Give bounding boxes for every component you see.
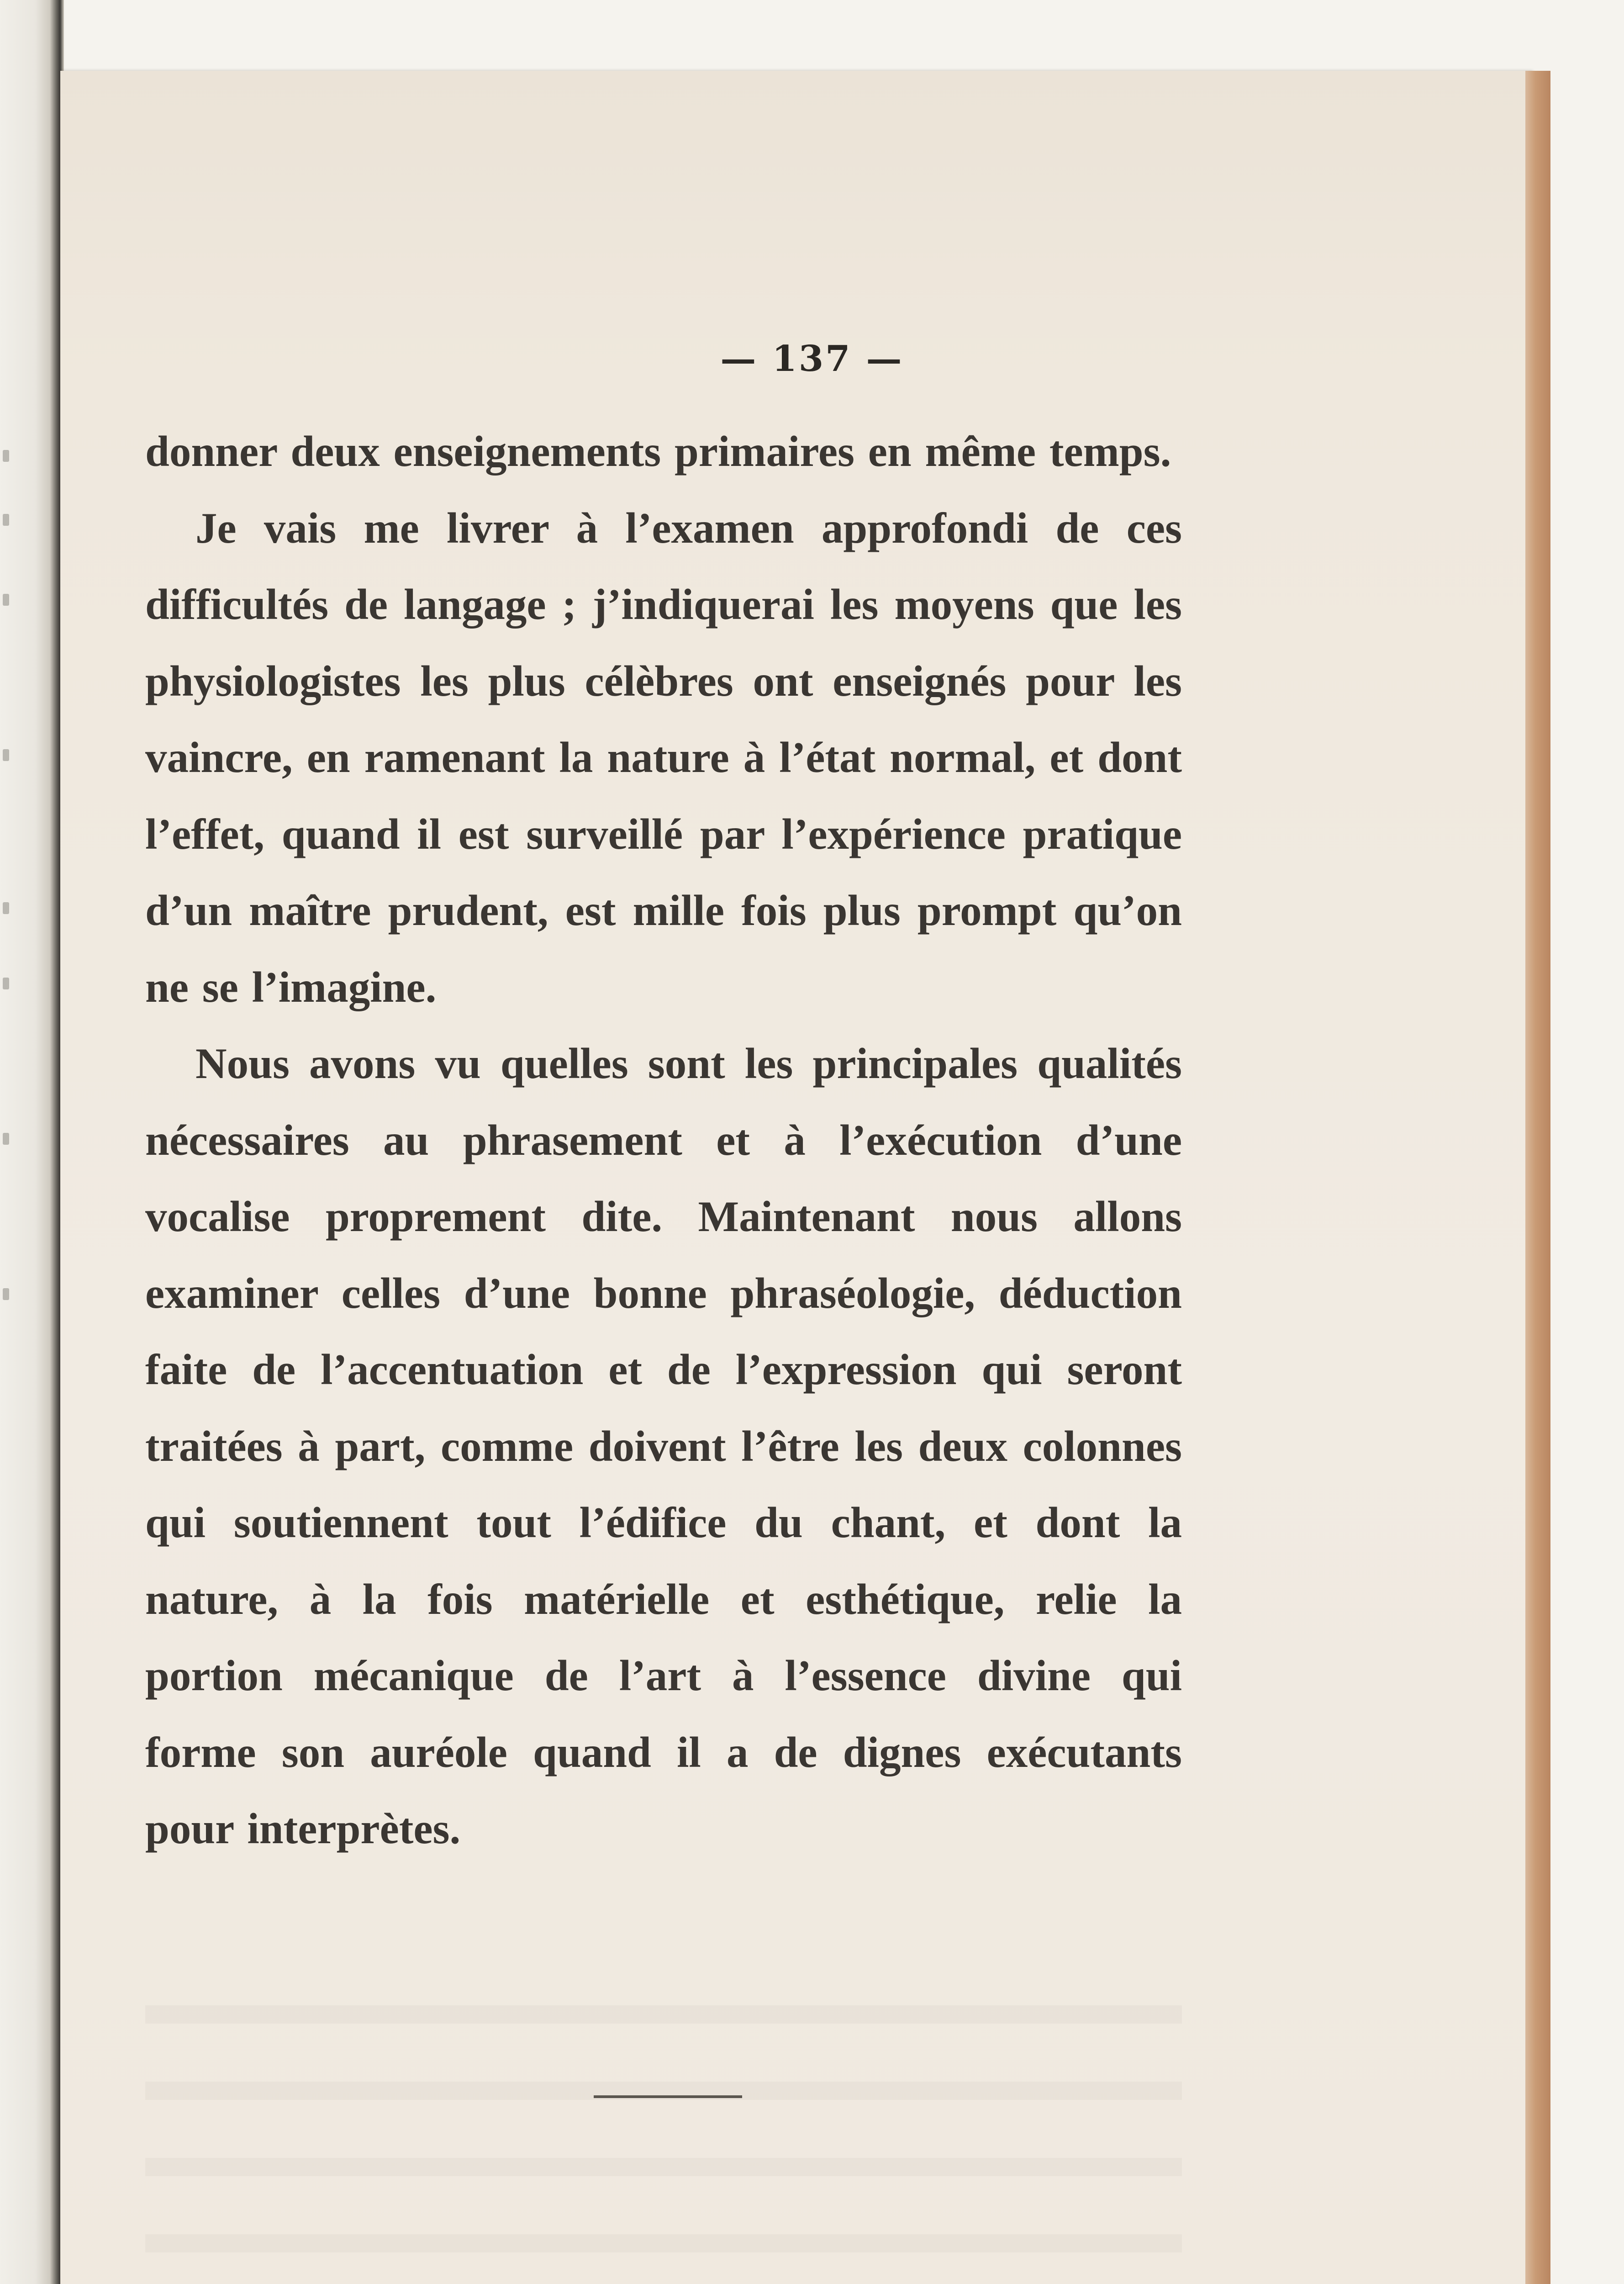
page-right-edge [1525,71,1550,2284]
paragraph-2: Je vais me livrer à l’examen approfondi de ces difficultés de langage ; j’indiquerai les moyens que les physiologistes les plus célèbres ont enseignés pour les vaincre, en ramenant la nature à l’état normal, et dont l’effet, quand il est surveillé par l’expérience pratique d’un maître prudent, est mille fois plus prompt qu’on ne se l’imagine. [145,503,1182,1011]
paragraph-1: donner deux enseignements primaires en même temps. [145,427,1171,476]
bleed-through-text [145,1955,1182,2284]
body-text [145,413,1182,1867]
section-end-rule [594,2095,742,2098]
paragraph-3: Nous avons vu quelles sont les principales qualités nécessaires au phrasement et à l’exécution d’une vocalise proprement dite. Maintenant nous allons examiner celles d’une bonne phraséologie, déduction faite de l’accentuation et de l’expression qui seront traitées à part, comme doivent l’être les deux colonnes qui soutiennent tout l’édifice du chant, et dont la nature, à la fois matérielle et esthétique, relie la portion mécanique de l’art à l’essence divine qui forme son auréole quand il a de dignes exécutants pour interprètes. [145,1039,1182,1853]
page-number: — 137 — [720,338,904,380]
